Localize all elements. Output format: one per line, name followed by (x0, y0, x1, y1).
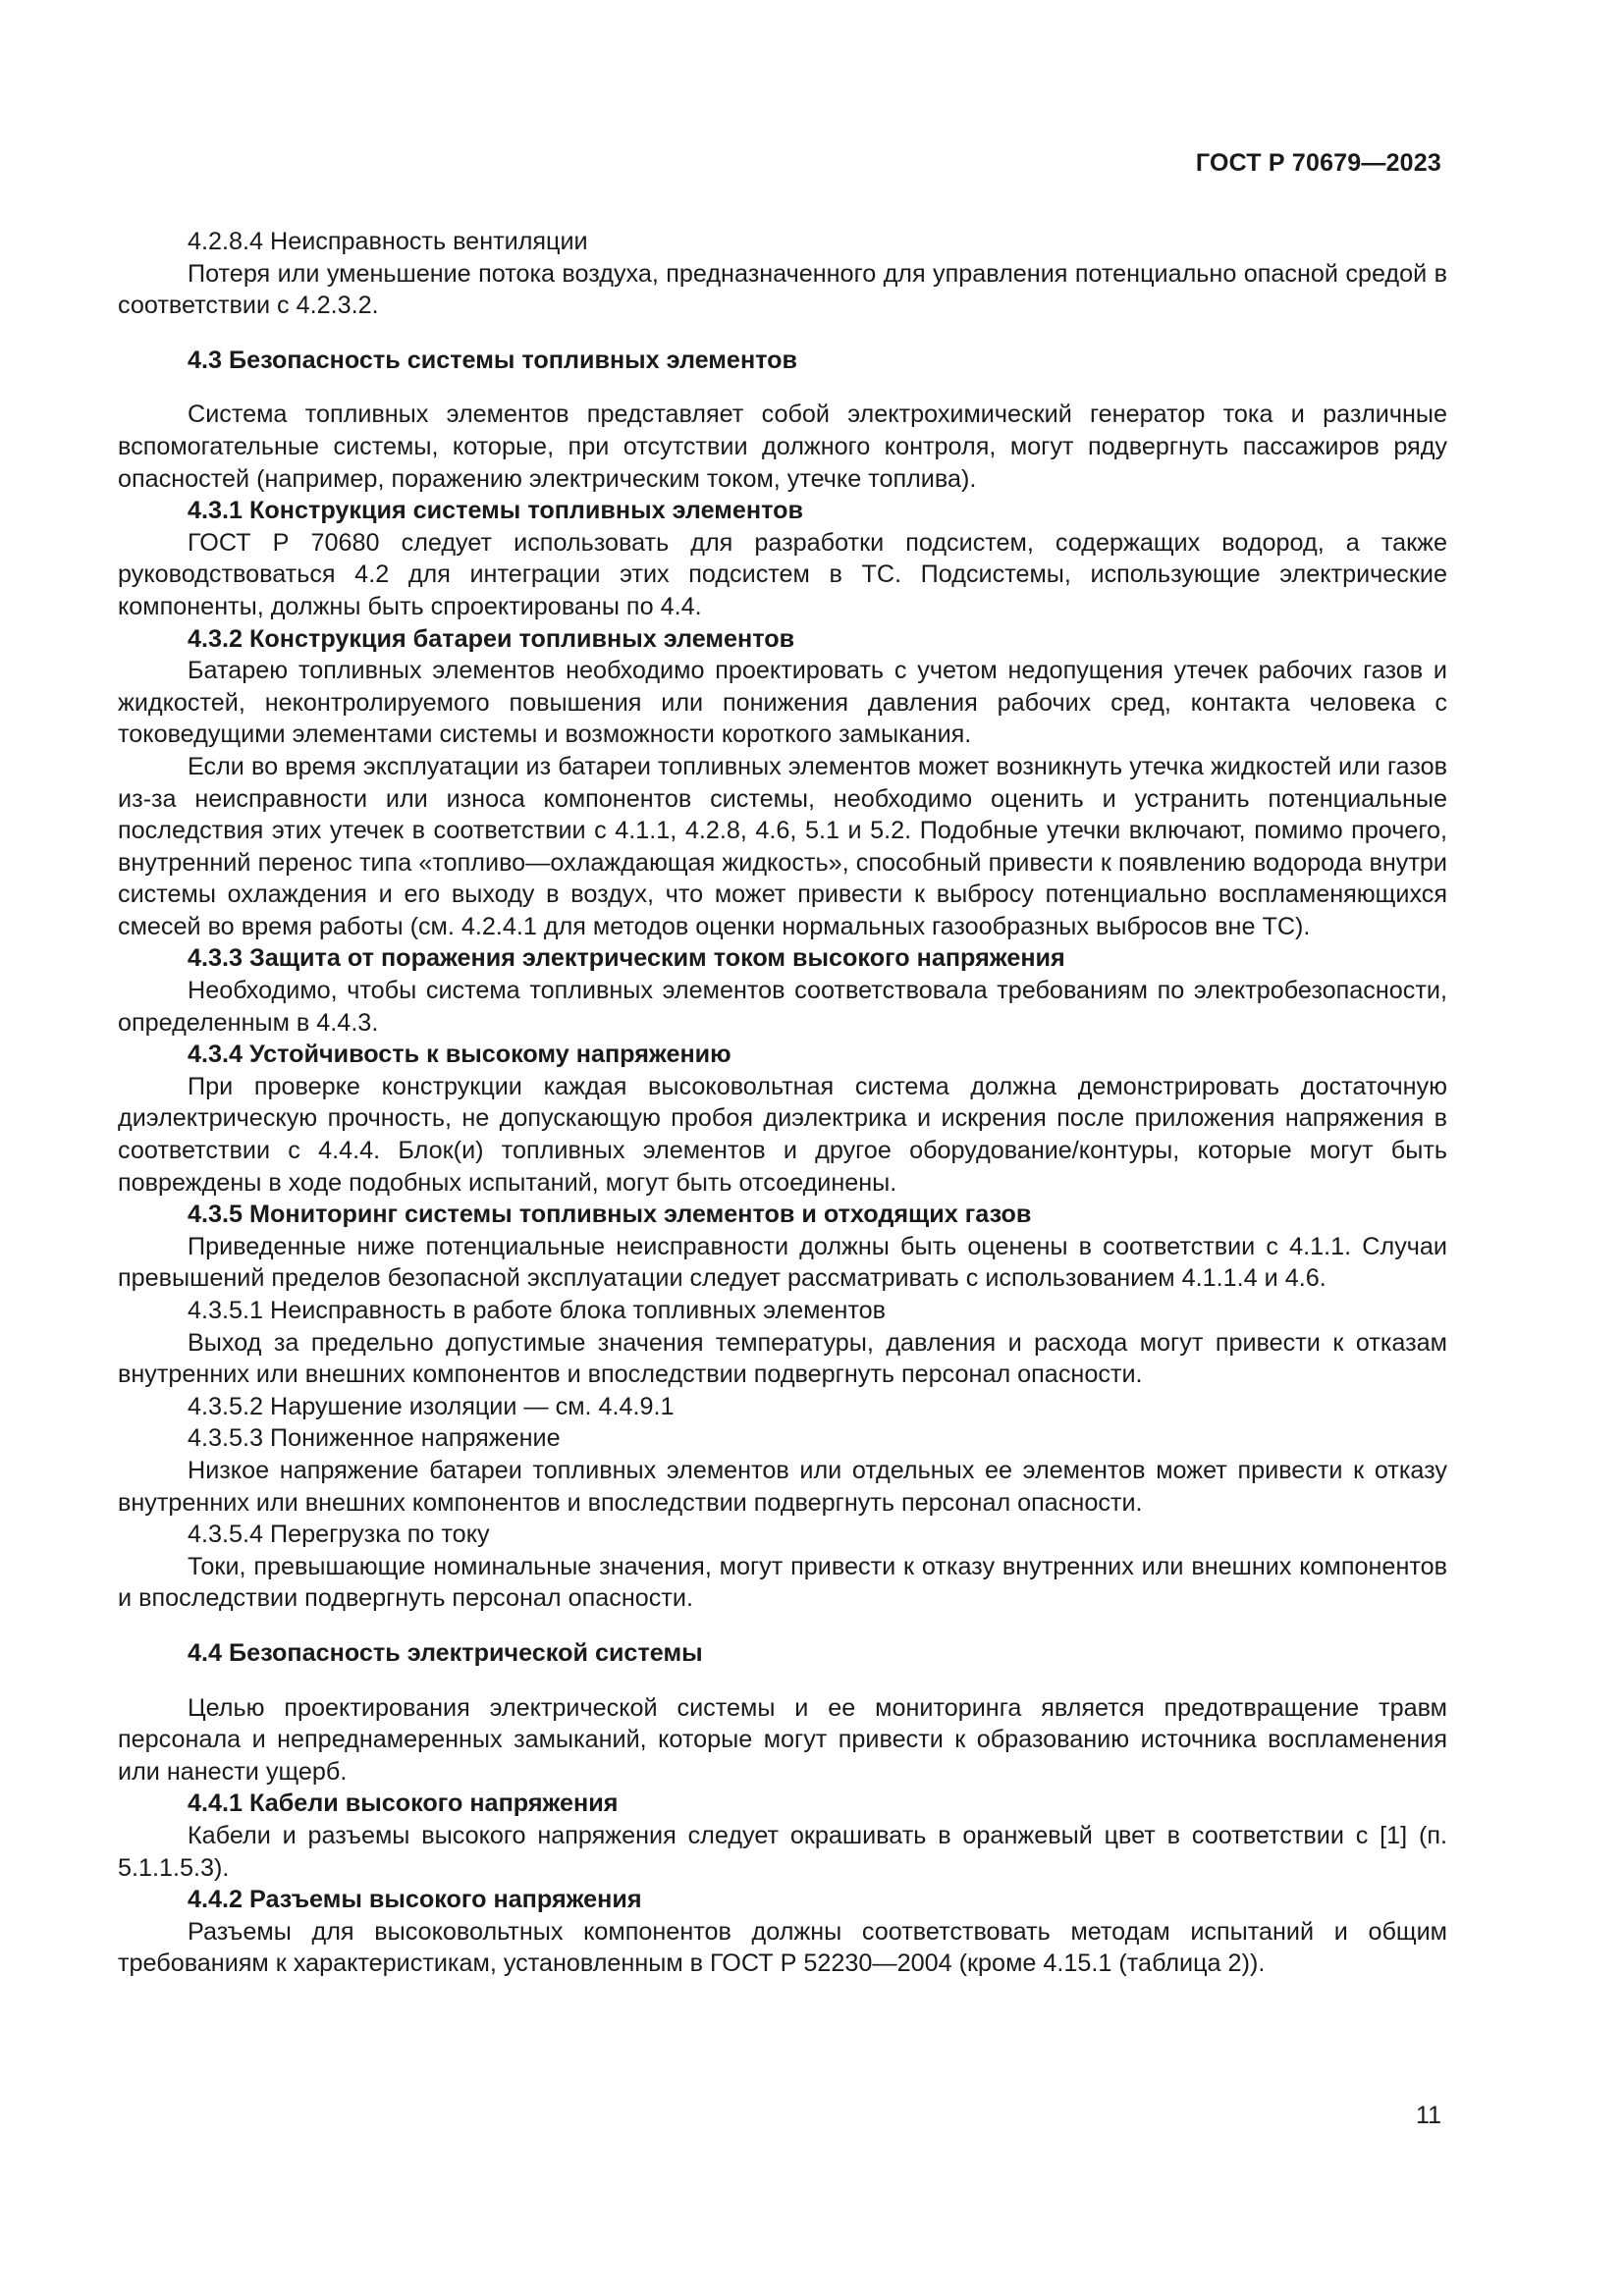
subsection-heading: 4.3.1 Конструкция системы топливных элементов (188, 497, 803, 525)
subsection-title: 4.2.8.4 Неисправность вентиляции (188, 228, 588, 255)
subsection-heading: 4.3.3 Защита от поражения электрическим током высокого напряжения (188, 944, 1065, 973)
subsection-title: 4.3.5.3 Пониженное напряжение (188, 1424, 561, 1453)
paragraph: Разъемы для высоковольтных компонентов должны соответствовать методам испытаний и общим требованиям к характеристикам, установленным в ГОСТ Р 52230—2004 (кроме 4.15.1 (таблица 2)). (118, 1917, 1447, 1978)
paragraph: Приведенные ниже потенциальные неисправности должны быть оценены в соответствии с 4.1.1. Случаи превышений пределов безопасной эксплуатации следует рассматривать с использованием 4.1.1.4 и 4.6. (118, 1232, 1447, 1293)
paragraph: Система топливных элементов представляет собой электрохимический генератор тока и различные вспомогательные системы, которые, при отсутствии должного контроля, могут подвергнуть пассажиров ряду опасностей (например, поражению электрическим током, утечке топлива). (118, 400, 1447, 493)
paragraph: Потеря или уменьшение потока воздуха, предназначенного для управления потенциально опасной средой в соответствии с 4.2.3.2. (118, 259, 1447, 320)
paragraph: Батарею топливных элементов необходимо проектировать с учетом недопущения утечек рабочих газов и жидкостей, неконтролируемого повышения или понижения давления рабочих сред, контакта человека с токоведущими элементами системы и возможности короткого замыкания. (118, 657, 1447, 749)
paragraph: Если во время эксплуатации из батареи топливных элементов может возникнуть утечка жидкостей или газов из-за неисправности или износа компонентов системы, необходимо оценить и устранить потенциальные последствия этих утечек в соответствии с 4.1.1, 4.2.8, 4.6, 5.1 и 5.2. Подобные утечки включают, помимо прочего, внутренний перенос типа «топливо—охлаждающая жидкость», способный привести к появлению водорода внутри системы охлаждения и его выходу в воздух, что может привести к выбросу потенциально воспламеняющихся смесей во время работы (см. 4.2.4.1 для методов оценки нормальных газообразных выбросов вне ТС). (118, 752, 1447, 940)
document-body (118, 226, 1447, 1980)
subsection-heading: 4.3.5 Мониторинг системы топливных элементов и отходящих газов (188, 1201, 1032, 1229)
paragraph: Токи, превышающие номинальные значения, могут привести к отказу внутренних или внешних компонентов и впоследствии подвергнуть персонал опасности. (118, 1552, 1447, 1613)
subsection-heading: 4.3.4 Устойчивость к высокому напряжению (188, 1041, 731, 1069)
paragraph: Выход за предельно допустимые значения температуры, давления и расхода могут привести к отказам внутренних или внешних компонентов и впоследствии подвергнуть персонал опасности. (118, 1328, 1447, 1389)
subsection-heading: 4.4.1 Кабели высокого напряжения (188, 1789, 619, 1818)
paragraph: ГОСТ Р 70680 следует использовать для разработки подсистем, содержащих водород, а также руководствоваться 4.2 для интеграции этих подсистем в ТС. Подсистемы, использующие электрические компоненты, должны быть спроектированы по 4.4. (118, 528, 1447, 620)
page-number: 11 (1416, 2102, 1441, 2129)
subsection-heading: 4.3.2 Конструкция батареи топливных элементов (188, 624, 795, 653)
paragraph: Целью проектирования электрической системы и ее мониторинга является предотвращение травм персонала и непреднамеренных замыканий, которые могут привести к образованию источника воспламенения или нанести ущерб. (118, 1693, 1447, 1786)
subsection-heading: 4.4.2 Разъемы высокого напряжения (188, 1886, 642, 1914)
section-heading: 4.3 Безопасность системы топливных элементов (188, 346, 798, 374)
paragraph: Кабели и разъемы высокого напряжения следует окрашивать в оранжевый цвет в соответствии с [1] (п. 5.1.1.5.3). (118, 1821, 1447, 1882)
paragraph: Необходимо, чтобы система топливных элементов соответствовала требованиям по электробезопасности, определенным в 4.4.3. (118, 977, 1447, 1037)
subsection-title: 4.3.5.4 Перегрузка по току (188, 1521, 490, 1549)
paragraph: При проверке конструкции каждая высоковольтная система должна демонстрировать достаточную диэлектрическую прочность, не допускающую пробоя диэлектрика и искрения после приложения напряжения в соответствии с 4.4.4. Блок(и) топливных элементов и другое оборудование/контуры, которые могут быть повреждены в ходе подобных испытаний, могут быть отсоединены. (118, 1072, 1447, 1197)
paragraph: Низкое напряжение батареи топливных элементов или отдельных ее элементов может привести к отказу внутренних или внешних компонентов и впоследствии подвергнуть персонал опасности. (118, 1456, 1447, 1517)
subsection-title: 4.3.5.2 Нарушение изоляции — см. 4.4.9.1 (188, 1392, 675, 1420)
document-code-header: ГОСТ Р 70679—2023 (1195, 149, 1441, 177)
section-heading: 4.4 Безопасность электрической системы (188, 1638, 703, 1667)
subsection-title: 4.3.5.1 Неисправность в работе блока топливных элементов (188, 1297, 887, 1324)
